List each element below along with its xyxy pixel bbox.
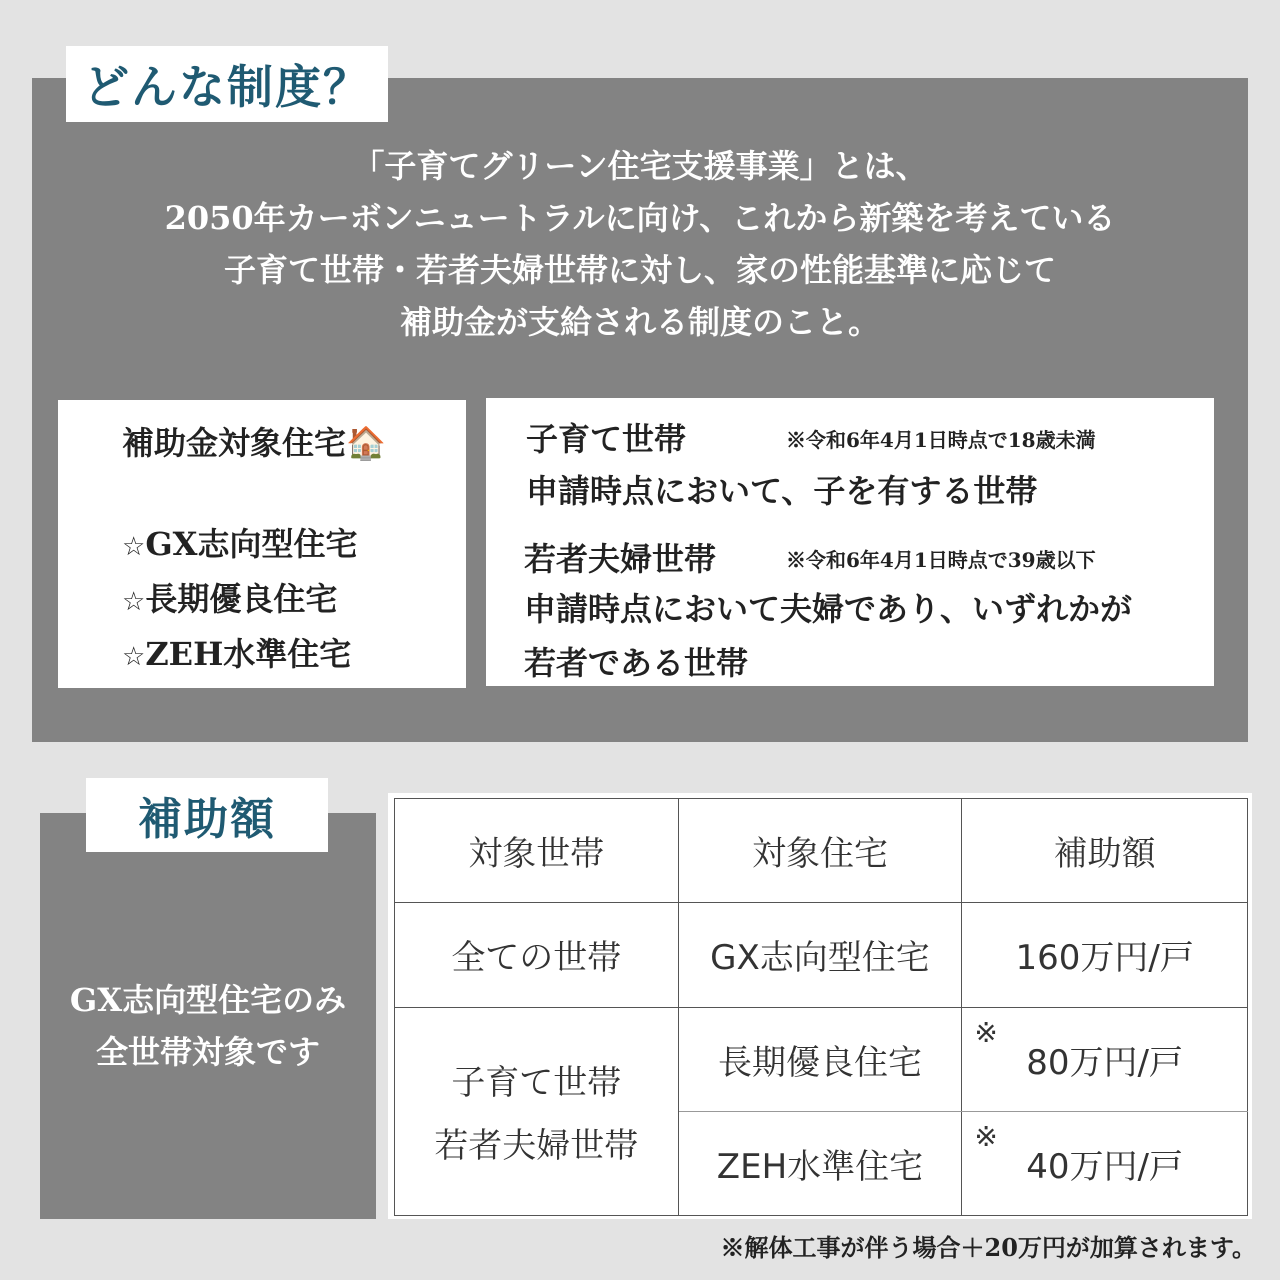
intro-line: 「子育てグリーン住宅支援事業」とは、 (352, 147, 928, 185)
cell-line: 若者夫婦世帯 (434, 1126, 639, 1167)
table-cell: ZEH水準住宅 (678, 1111, 962, 1215)
households-box (486, 398, 1214, 686)
amount: 80万円/戸 (1026, 1042, 1184, 1083)
cell-line: 子育て世帯 (451, 1063, 622, 1104)
subsidy-note-line: GX志向型住宅のみ (69, 981, 347, 1019)
section-title-subsidy: 補助額 (86, 778, 328, 852)
list-item-label: 長期優良住宅 (145, 580, 338, 618)
table-header-row (395, 799, 1248, 903)
subsidy-table (394, 798, 1248, 1216)
table-cell: GX志向型住宅 (678, 903, 962, 1007)
young-household-desc: 申請時点において夫婦であり、いずれかが (524, 590, 1133, 628)
table-row (395, 903, 1248, 1007)
young-household-heading: 若者夫婦世帯 (524, 540, 717, 578)
star-icon: ☆ (122, 642, 146, 672)
table-cell (962, 1111, 1248, 1215)
table-cell: 160万円/戸 (962, 903, 1248, 1007)
target-housing-box (58, 400, 466, 688)
table-cell (962, 1007, 1248, 1111)
subsidy-table-wrap (388, 793, 1252, 1219)
table-cell: 長期優良住宅 (678, 1007, 962, 1111)
young-household-note: ※令和6年4月1日時点で39歳以下 (786, 548, 1096, 572)
list-item-label: ZEH水準住宅 (145, 635, 352, 673)
intro-line: 補助金が支給される制度のこと。 (399, 303, 880, 341)
list-item (122, 573, 357, 628)
table-cell: 全ての世帯 (395, 903, 679, 1007)
target-housing-list (122, 518, 357, 683)
column-header: 対象世帯 (395, 799, 679, 903)
section-title-overview: どんな制度？ (66, 46, 388, 122)
list-item (122, 628, 357, 683)
list-item (122, 518, 357, 573)
child-household-heading: 子育て世帯 (526, 420, 687, 458)
asterisk-mark: ※ (974, 1119, 998, 1153)
intro-line: 子育て世帯・若者夫婦世帯に対し、家の性能基準に応じて (223, 251, 1056, 289)
list-item-label: GX志向型住宅 (145, 525, 358, 563)
child-household-desc: 申請時点において、子を有する世帯 (526, 472, 1038, 510)
star-icon: ☆ (122, 587, 146, 617)
young-household-desc: 若者である世帯 (524, 644, 749, 682)
subsidy-note-line: 全世帯対象です (95, 1033, 320, 1071)
asterisk-mark: ※ (974, 1015, 998, 1049)
subsidy-note (40, 974, 376, 1078)
column-header: 対象住宅 (678, 799, 962, 903)
child-household-note: ※令和6年4月1日時点で18歳未満 (786, 428, 1096, 452)
star-icon: ☆ (122, 532, 146, 562)
table-cell (395, 1007, 679, 1216)
table-row (395, 1007, 1248, 1111)
amount: 40万円/戸 (1026, 1146, 1184, 1187)
footnote: ※解体工事が伴う場合＋20万円が加算されます。 (720, 1233, 1256, 1262)
column-header: 補助額 (962, 799, 1248, 903)
intro-line: 2050年カーボンニュートラルに向け、これから新築を考えている (164, 199, 1116, 237)
target-housing-title: 補助金対象住宅🏠 (122, 424, 386, 462)
intro-text (32, 140, 1248, 348)
